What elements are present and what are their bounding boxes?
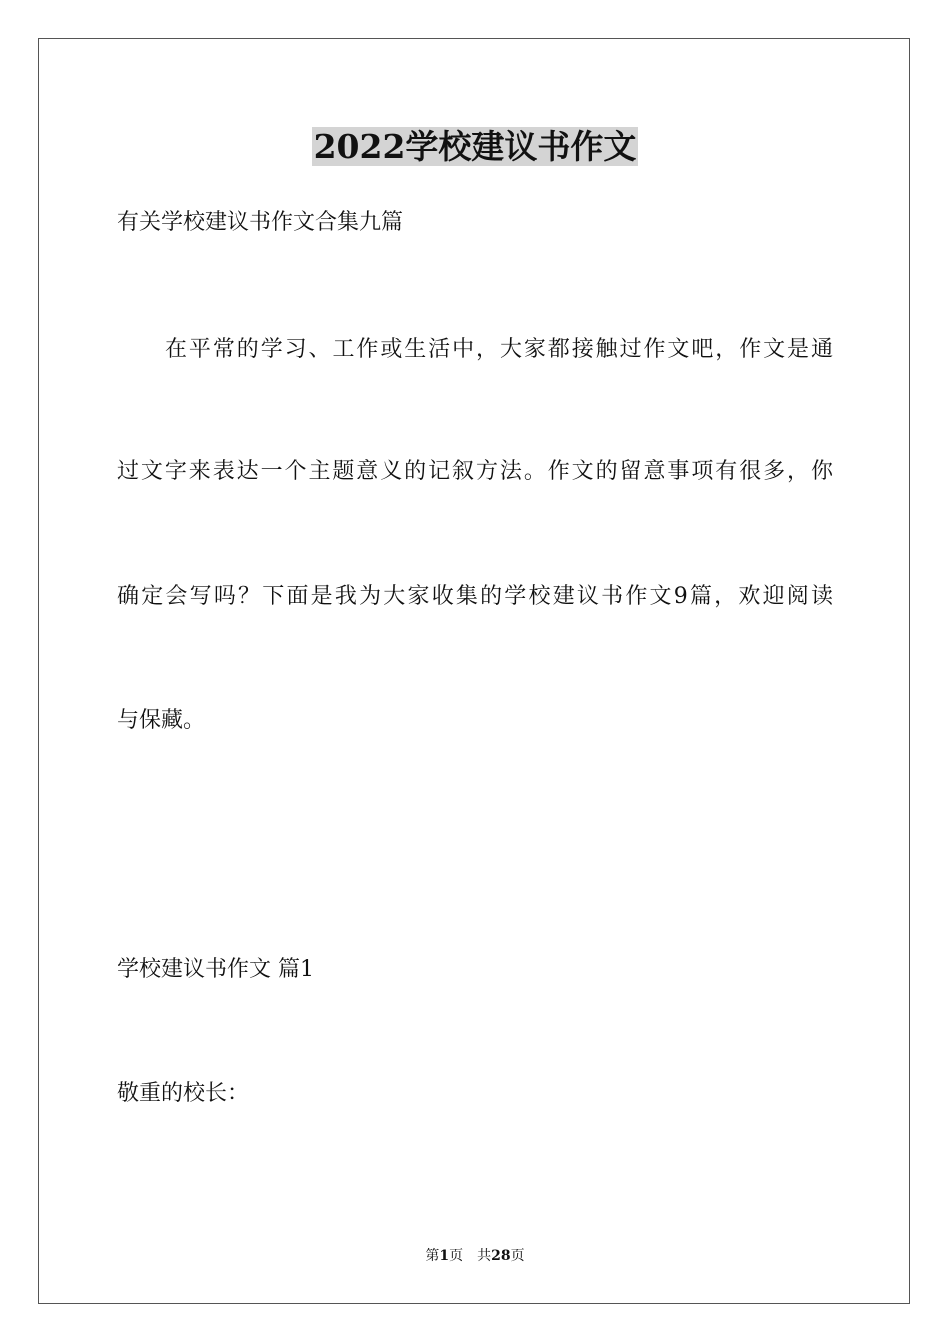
footer-prefix: 第 <box>425 1248 440 1264</box>
document-subtitle: 有关学校建议书作文合集九篇 <box>117 210 404 235</box>
document-title-text: 2022学校建议书作文 <box>313 127 637 166</box>
footer-page-total: 28 <box>491 1248 511 1264</box>
footer-page-current: 1 <box>439 1248 450 1264</box>
document-title <box>0 127 950 167</box>
page-footer <box>0 1247 950 1265</box>
intro-line-4: 与保藏。 <box>117 708 206 733</box>
footer-mid: 页 共 <box>449 1248 492 1264</box>
intro-line-3: 确定会写吗？下面是我为大家收集的学校建议书作文9篇，欢迎阅读 <box>117 584 833 609</box>
intro-line-1: 在平常的学习、工作或生活中，大家都接触过作文吧，作文是通 <box>165 337 833 362</box>
salutation: 敬重的校长： <box>117 1081 250 1106</box>
intro-line-2: 过文字来表达一个主题意义的记叙方法。作文的留意事项有很多，你 <box>117 459 833 484</box>
footer-suffix: 页 <box>510 1248 525 1264</box>
section-heading: 学校建议书作文 篇1 <box>117 957 314 982</box>
